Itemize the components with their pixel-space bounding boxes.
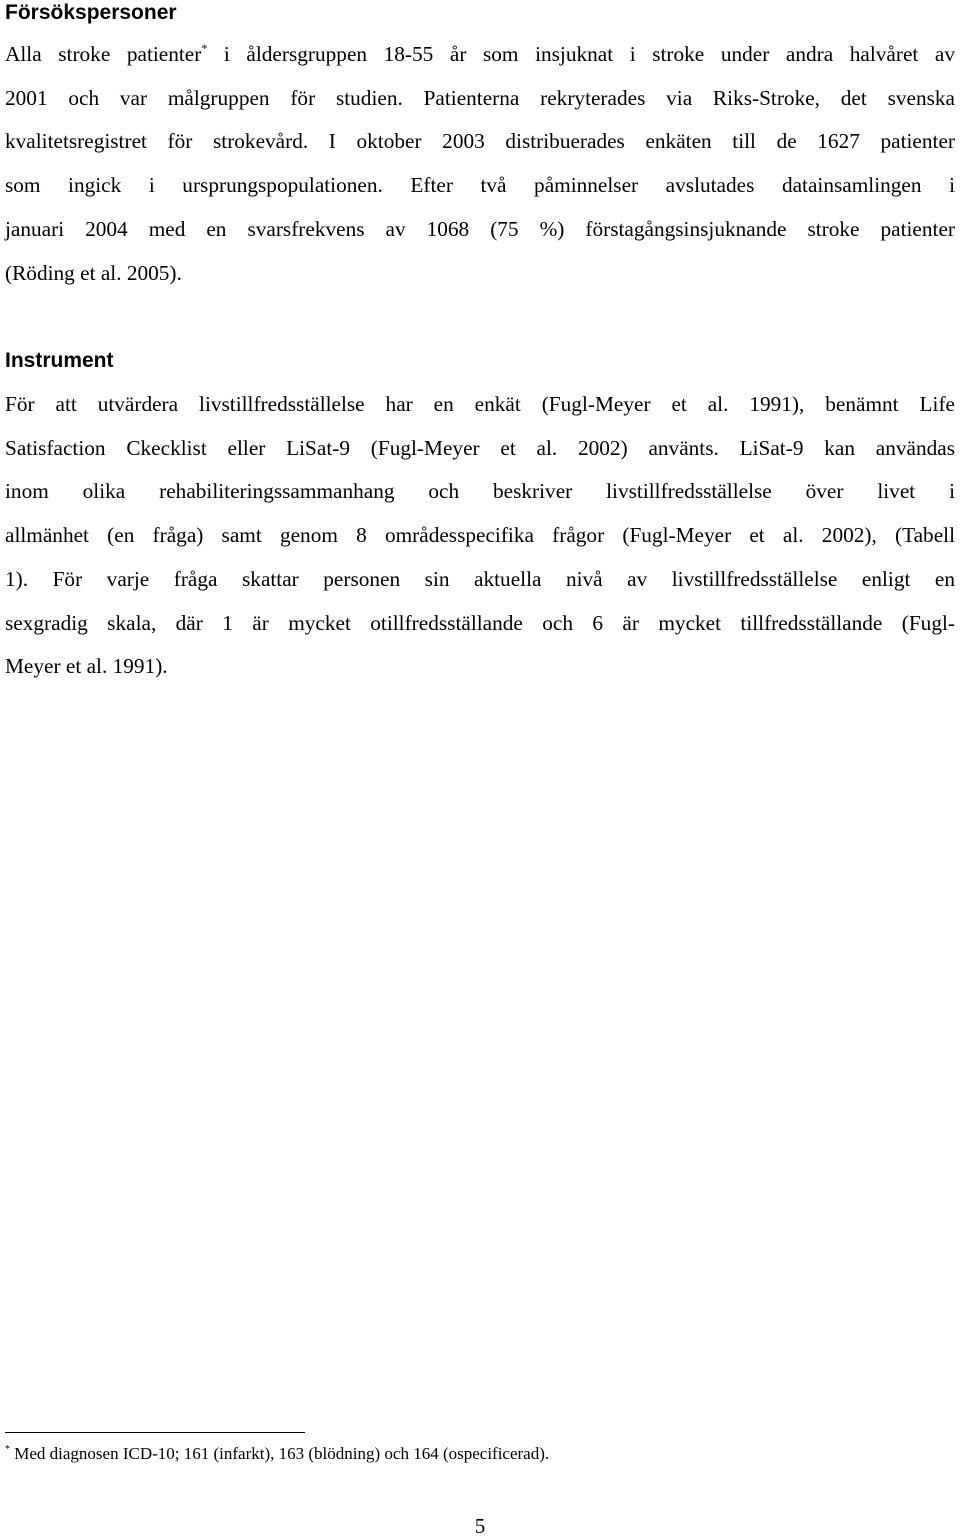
text-line-end: i åldersgruppen 18-55 år som insjuknat i stroke under andra halvåret av [207, 42, 955, 66]
text-line: sexgradig skala, där 1 är mycket otillfredsställande och 6 är mycket tillfredsställande (Fugl- [5, 610, 955, 635]
section-heading-instrument: Instrument [5, 349, 114, 372]
paragraph-forsokspersoner [5, 33, 955, 295]
paragraph-instrument [5, 383, 955, 689]
text-line-start: Alla stroke patienter [5, 42, 202, 66]
text-line: 2001 och var målgruppen för studien. Patienterna rekryterades via Riks-Stroke, det svenska [5, 85, 955, 110]
text-line [5, 33, 955, 77]
text-line: För att utvärdera livstillfredsställelse har en enkät (Fugl-Meyer et al. 1991), benämnt Life [5, 392, 955, 416]
footnote-marker: * [201, 41, 208, 55]
text-line: (Röding et al. 2005). [5, 260, 182, 285]
text-line: januari 2004 med en svarsfrekvens av 1068 (75 %) förstagångsinsjuknande stroke patienter [5, 216, 955, 241]
text-line: som ingick i ursprungspopulationen. Efter två påminnelser avslutades datainsamlingen i [5, 173, 955, 198]
text-line: Meyer et al. 1991). [5, 654, 168, 679]
text-line: 1). För varje fråga skattar personen sin aktuella nivå av livstillfredsställelse enligt en [5, 566, 955, 591]
footnote-marker: * [5, 1444, 10, 1455]
text-line: kvalitetsregistret för strokevård. I oktober 2003 distribuerades enkäten till de 1627 patienter [5, 129, 955, 154]
page-number: 5 [474, 1514, 486, 1538]
text-line: inom olika rehabiliteringssammanhang och beskriver livstillfredsställelse över livet i [5, 479, 955, 504]
footnote-text: Med diagnosen ICD-10; 161 (infarkt), 163 (blödning) och 164 (ospecificerad). [10, 1444, 550, 1463]
text-line: Satisfaction Ckecklist eller LiSat-9 (Fugl-Meyer et al. 2002) använts. LiSat-9 kan användas [5, 435, 955, 460]
section-heading-forsokspersoner: Försökspersoner [5, 1, 177, 24]
footnote [5, 1443, 549, 1465]
footnote-divider [5, 1432, 305, 1433]
text-line: allmänhet (en fråga) samt genom 8 områdesspecifika frågor (Fugl-Meyer et al. 2002), (Tabell [5, 523, 955, 548]
